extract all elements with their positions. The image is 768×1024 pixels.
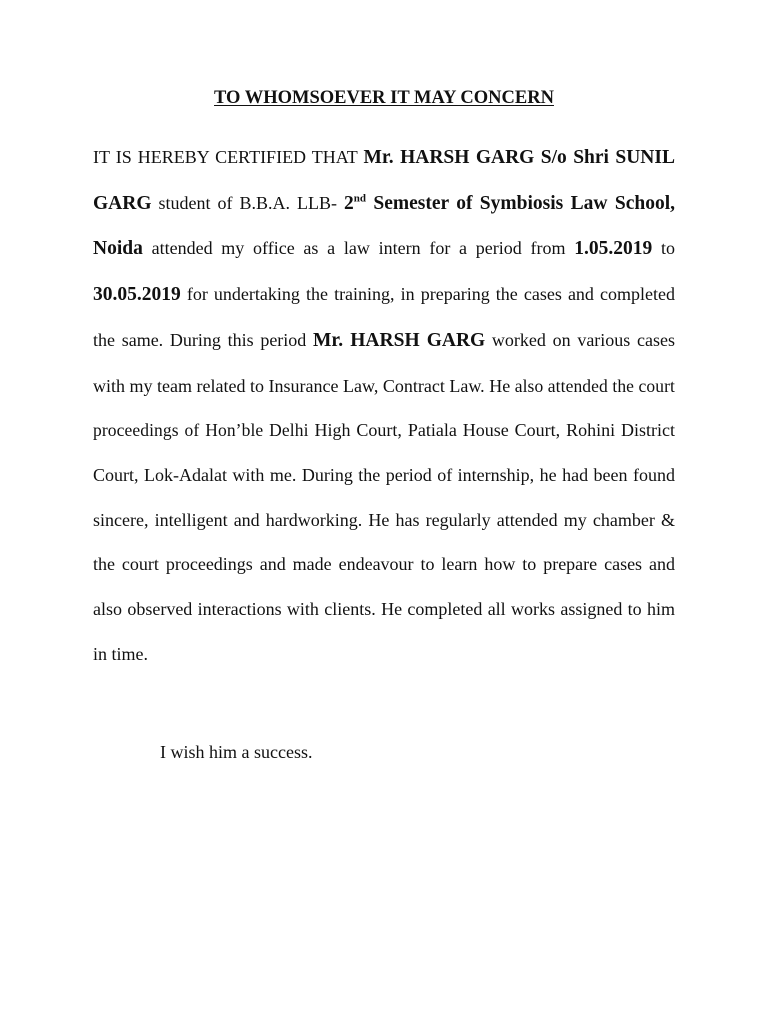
body-text-training: for undertaking the training, in preparing the cases and completed the same. During this period [93, 284, 675, 350]
intern-name-repeat: Mr. HARSH GARG [313, 329, 486, 351]
closing-wish: I wish him a success. [160, 742, 313, 762]
body-text-court: also attended the court proceedings of Hon’ble Delhi [93, 375, 675, 441]
body-text-cases: worked on various cases with my team related to Insurance Law, Contract Law. He [93, 329, 675, 396]
body-text-intro: IT IS HEREBY CERTIFIED THAT [93, 147, 364, 167]
start-date: 1.05.2019 [574, 238, 653, 260]
certificate-body [93, 135, 675, 676]
semester-number-digit: 2 [344, 192, 354, 214]
body-text-attended: attended my office as a law intern for a period from [142, 238, 575, 259]
end-date: 30.05.2019 [93, 284, 181, 306]
intern-name: Mr. HARSH GARG S/o Shri SUNIL GARG [93, 147, 675, 214]
body-text-to: to [652, 238, 675, 259]
body-text-conclusion: High Court, Patiala House Court, Rohini District Court, Lok-Adalat with me. During the period of internship, he had been found sincere, intelligent and hardworking. He has regularly attended my chamber & the court proceedings and made endeavour to learn how to prepare cases and also observed interactions with clients. He completed all works assigned to him in time. [93, 420, 676, 664]
document-heading: TO WHOMSOEVER IT MAY CONCERN [214, 88, 554, 108]
institution-name: Semester of Symbiosis Law School, Noida [93, 192, 675, 260]
semester-number [344, 193, 366, 214]
body-text-course: student of B.B.A. LLB- [151, 192, 344, 213]
semester-ordinal-suffix: nd [353, 192, 366, 205]
